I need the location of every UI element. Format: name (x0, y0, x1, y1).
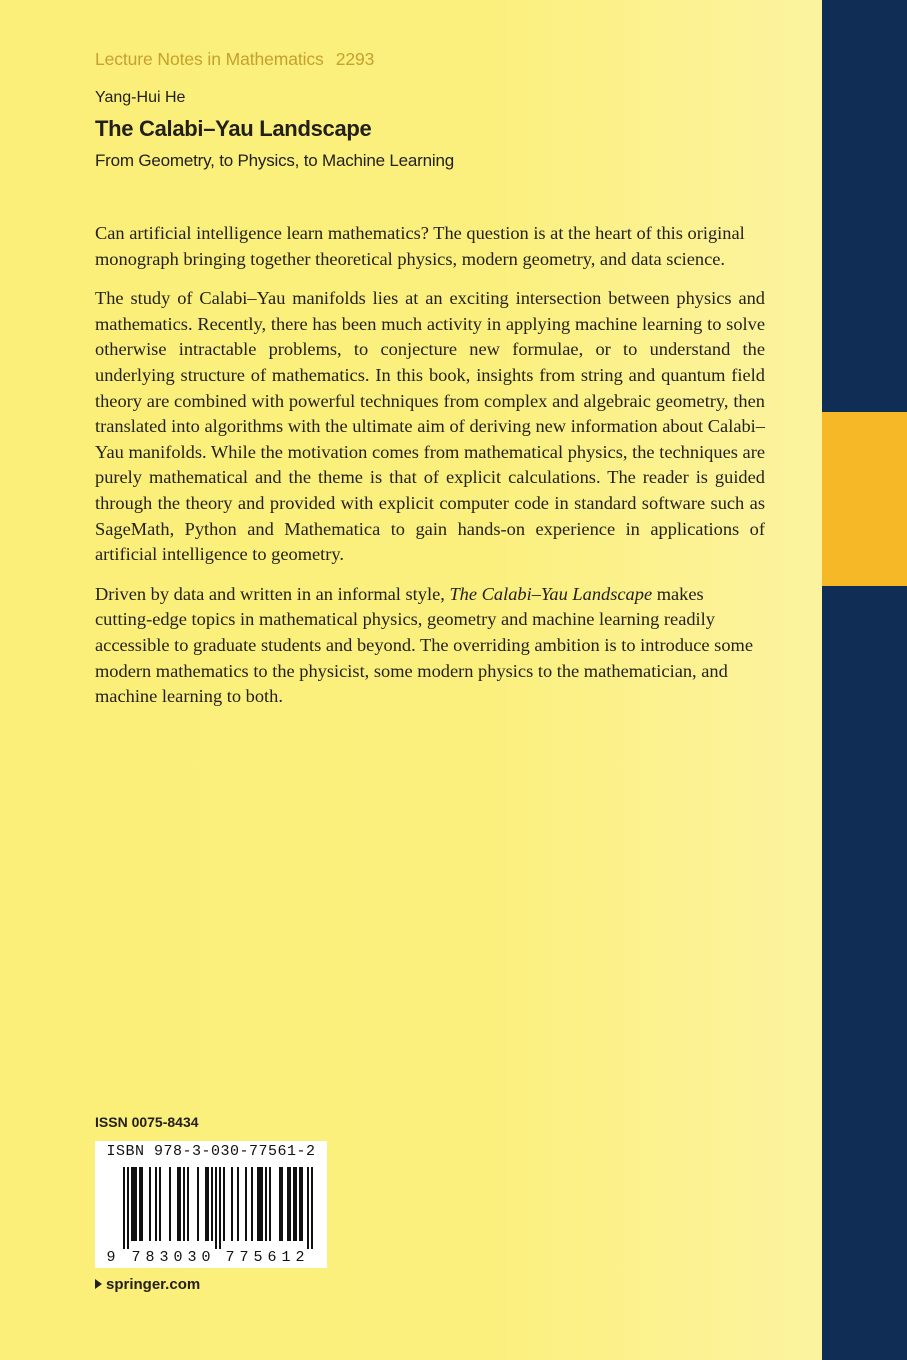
barcode-bar (159, 1167, 161, 1241)
barcode-bar (265, 1167, 267, 1241)
barcode-digit: 8 (145, 1249, 155, 1266)
barcode-bar (251, 1167, 253, 1241)
barcode-digit: 1 (281, 1249, 291, 1266)
barcode-bar (177, 1167, 179, 1241)
blurb-paragraph-2: The study of Calabi–Yau manifolds lies at an exciting intersection between physics and mathematics. Recently, there has been much activity in applying machine learning to solve otherwise intractable problems, to conjecture new formulae, or to understand the underlying structure of mathematics. In this book, insights from string and quantum field theory are combined with powerful techniques from complex and algebraic geometry, then translated into algorithms with the ultimate aim of deriving new information about Calabi–Yau manifolds. While the motivation comes from mathematical physics, the techniques are purely mathematical and the theme is that of explicit calculations. The reader is guided through the theory and provided with explicit computer code in standard software such as SageMath, Python and Mathematica to gain hands-on experience in applications of artificial intelligence to geometry. (95, 288, 765, 565)
publisher-url: springer.com (106, 1276, 201, 1293)
barcode-digit: 6 (267, 1249, 277, 1266)
barcode-graphic (95, 1165, 327, 1268)
barcode-bar (135, 1167, 137, 1241)
barcode-guard-bar (127, 1167, 129, 1249)
series-name: Lecture Notes in Mathematics (95, 49, 324, 69)
book-title: The Calabi–Yau Landscape (95, 116, 372, 141)
barcode-bars (123, 1167, 313, 1249)
barcode-digit: 7 (239, 1249, 249, 1266)
barcode-bar (279, 1167, 281, 1241)
barcode-bar (141, 1167, 143, 1241)
barcode-bar (295, 1167, 297, 1241)
book-subtitle: From Geometry, to Physics, to Machine Learning (95, 151, 454, 170)
barcode-digit: 2 (295, 1249, 305, 1266)
issn-number: ISSN 0075-8434 (95, 1114, 199, 1130)
barcode-bar (197, 1167, 199, 1241)
barcode-digit: 3 (187, 1249, 197, 1266)
barcode (95, 1141, 327, 1268)
barcode-bar (131, 1167, 133, 1241)
series-volume: 2293 (335, 49, 375, 69)
author-name: Yang-Hui He (95, 89, 186, 106)
barcode-bar (179, 1167, 181, 1241)
barcode-digit: 0 (173, 1249, 183, 1266)
barcode-bar (223, 1167, 225, 1241)
barcode-bar (155, 1167, 157, 1241)
barcode-bar (261, 1167, 263, 1241)
blurb-p3-start: Driven by data and written in an informal style, (95, 583, 450, 604)
blurb-paragraph-1: Can artificial intelligence learn mathematics? The question is at the heart of this original monograph bringing together theoretical physics, modern geometry, and data science. (95, 223, 745, 269)
barcode-digit: 0 (201, 1249, 211, 1266)
barcode-bar (187, 1167, 189, 1241)
series-line (95, 49, 374, 70)
barcode-bar (237, 1167, 239, 1241)
barcode-bar (287, 1167, 289, 1241)
barcode-bar (259, 1167, 261, 1241)
barcode-bar (205, 1167, 207, 1241)
barcode-bar (269, 1167, 271, 1241)
barcode-digit: 3 (159, 1249, 169, 1266)
barcode-guard-bar (219, 1167, 221, 1249)
barcode-guard-bar (123, 1167, 125, 1249)
barcode-digit: 7 (225, 1249, 235, 1266)
spine-accent-band (822, 412, 907, 586)
blurb-p3-end: makes cutting-edge topics in mathematical physics, geometry and machine learning readily accessible to graduate students and beyond. The overriding ambition is to introduce some modern mathematics to the physicist, some modern physics to the mathematician, and machine learning to both. (95, 583, 753, 707)
barcode-digit: 5 (253, 1249, 263, 1266)
barcode-digit: 9 (106, 1249, 116, 1266)
barcode-bar (211, 1167, 213, 1241)
isbn-label: ISBN 978-3-030-77561-2 (106, 1143, 316, 1160)
barcode-bar (133, 1167, 135, 1241)
barcode-bar (289, 1167, 291, 1241)
barcode-digits (106, 1249, 304, 1266)
barcode-bar (299, 1167, 301, 1241)
barcode-guard-bar (307, 1167, 309, 1249)
barcode-bar (139, 1167, 141, 1241)
barcode-bar (257, 1167, 259, 1241)
barcode-guard-bar (311, 1167, 313, 1249)
barcode-bar (149, 1167, 151, 1241)
barcode-bar (207, 1167, 209, 1241)
blurb-p3-book-title: The Calabi–Yau Landscape (449, 583, 653, 604)
blurb-paragraph-3 (95, 582, 765, 710)
barcode-bar (183, 1167, 185, 1241)
barcode-bar (169, 1167, 171, 1241)
barcode-bar (245, 1167, 247, 1241)
barcode-digit: 7 (131, 1249, 141, 1266)
blurb (95, 221, 765, 724)
barcode-bar (301, 1167, 303, 1241)
barcode-bar (293, 1167, 295, 1241)
barcode-bar (231, 1167, 233, 1241)
publisher-link[interactable] (95, 1276, 200, 1293)
spine-stripe (822, 0, 907, 1360)
arrow-right-icon (95, 1279, 102, 1289)
barcode-guard-bar (215, 1167, 217, 1249)
barcode-bar (281, 1167, 283, 1241)
